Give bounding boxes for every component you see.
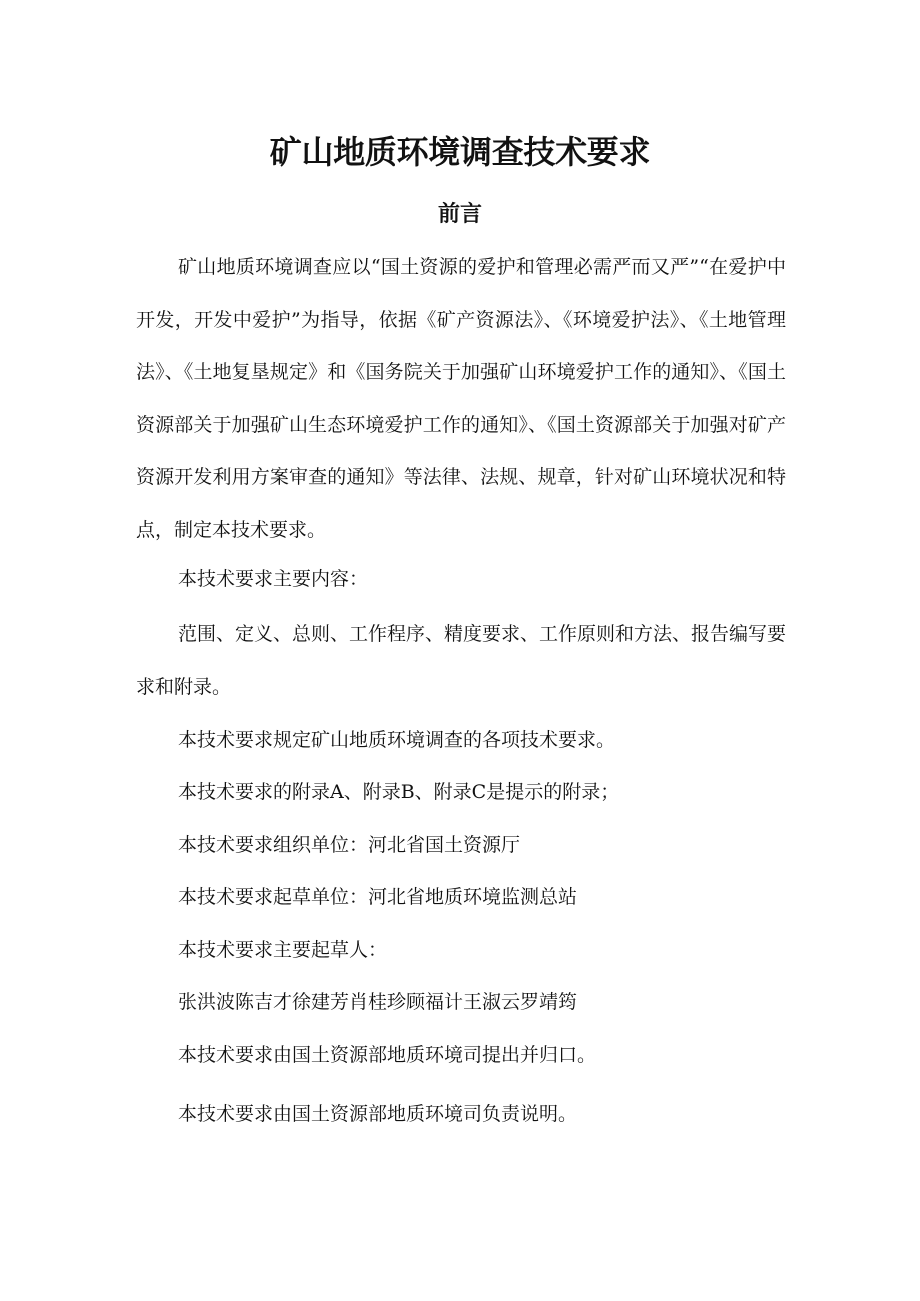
intro-paragraph: 矿山地质环境调查应以“国土资源的爱护和管理必需严而又严”“在爱护中开发，开发中爱护”为指导，依据《矿产资源法》、《环境爱护法》、《土地管理法》、《土地复垦规定》和《国务院关于加强矿山环境爱护工作的通知》、《国土资源部关于加强矿山生态环境爱护工作的通知》、《国土资源部关于加强对矿产资源开发利用方案审查的通知》等法律、法规、规章，针对矿山环境状况和特点，制定本技术要求。 bbox=[136, 256, 786, 541]
drafter-unit-paragraph: 本技术要求起草单位：河北省地质环境监测总站 bbox=[178, 886, 578, 908]
main-content-paragraph: 范围、定义、总则、工作程序、精度要求、工作原则和方法、报告编写要求和附录。 bbox=[136, 623, 787, 698]
drafters-label: 本技术要求主要起草人： bbox=[178, 939, 388, 961]
organizer-paragraph: 本技术要求组织单位：河北省国土资源厅 bbox=[178, 834, 521, 856]
appendix-paragraph: 本技术要求的附录A、附录B、附录C是提示的附录； bbox=[178, 781, 620, 803]
explained-by-paragraph: 本技术要求由国土资源部地质环境司负责说明。 bbox=[178, 1103, 578, 1125]
section-heading-foreword: 前言 bbox=[437, 201, 482, 227]
document-title: 矿山地质环境调查技术要求 bbox=[269, 133, 651, 171]
proposed-by-paragraph: 本技术要求由国土资源部地质环境司提出并归口。 bbox=[178, 1044, 597, 1066]
main-content-label: 本技术要求主要内容： bbox=[178, 568, 369, 590]
scope-paragraph: 本技术要求规定矿山地质环境调查的各项技术要求。 bbox=[178, 729, 616, 751]
drafters-names: 张洪波陈吉才徐建芳肖桂珍顾福计王淑云罗靖筠 bbox=[178, 991, 578, 1013]
